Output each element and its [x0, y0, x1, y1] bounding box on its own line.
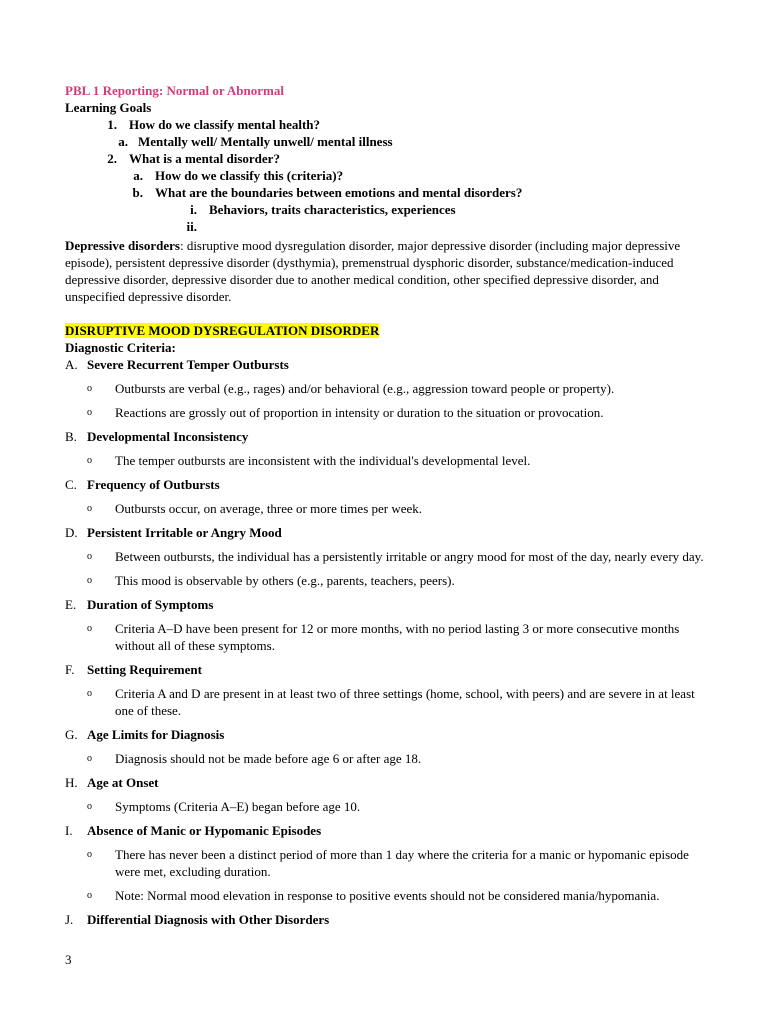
bullet-text: Note: Normal mood elevation in response to positive events should not be considered mania/hypomania.: [115, 888, 660, 903]
criterion-bullet: [65, 750, 710, 767]
goal-marker: i.: [190, 202, 197, 217]
criterion-heading: [65, 356, 710, 373]
bullet-text: Diagnosis should not be made before age 6 or after age 18.: [115, 751, 422, 766]
bullet-circle-icon: o: [87, 890, 92, 901]
goal-marker: a.: [133, 168, 143, 183]
depressive-disorders-text: : disruptive mood dysregulation disorder, major depressive disorder (including major depressive episode), persistent depressive disorder (dysthymia), premenstrual dysphoric disorder, substance/medication-induced depressive disorder, depressive disorder due to another medical condition, other specified depressive disorder, and unspecified depressive disorder.: [65, 238, 681, 304]
criterion-letter: D.: [65, 525, 78, 540]
depressive-disorders-paragraph: [65, 237, 710, 305]
goal-item-1: [65, 116, 710, 133]
criterion-bullet: [65, 620, 710, 654]
bullet-text: There has never been a distinct period of more than 1 day where the criteria for a manic or hypomanic episode were met, excluding duration.: [115, 847, 689, 879]
goal-marker: 2.: [107, 151, 117, 166]
criterion-bullet: [65, 887, 710, 904]
document-body: [65, 82, 710, 928]
criterion-bullet: [65, 846, 710, 880]
criterion-title: Developmental Inconsistency: [87, 429, 249, 444]
criterion-title: Persistent Irritable or Angry Mood: [87, 525, 282, 540]
criterion-title: Age Limits for Diagnosis: [87, 727, 225, 742]
criterion-heading: [65, 596, 710, 613]
bullet-circle-icon: o: [87, 407, 92, 418]
criteria-list: [65, 356, 710, 928]
criterion-bullet: [65, 572, 710, 589]
criterion-title: Severe Recurrent Temper Outbursts: [87, 357, 289, 372]
criterion-letter: C.: [65, 477, 77, 492]
section-heading: [65, 322, 710, 339]
section-heading-text: DISRUPTIVE MOOD DYSREGULATION DISORDER: [65, 323, 380, 338]
learning-goals-label: Learning Goals: [65, 100, 152, 115]
criterion-letter: E.: [65, 597, 77, 612]
criterion-bullet: [65, 404, 710, 421]
criterion-heading: [65, 911, 710, 928]
criterion-letter: F.: [65, 662, 75, 677]
goal-item-1a: [65, 133, 710, 150]
bullet-circle-icon: o: [87, 383, 92, 394]
goal-marker: ii.: [186, 219, 197, 234]
criterion-title: Differential Diagnosis with Other Disorders: [87, 912, 330, 927]
goal-marker: a.: [118, 134, 128, 149]
bullet-text: Criteria A–D have been present for 12 or more months, with no period lasting 3 or more consecutive months without all of these symptoms.: [115, 621, 680, 653]
criterion-letter: H.: [65, 775, 78, 790]
criterion-bullet: [65, 548, 710, 565]
bullet-text: Symptoms (Criteria A–E) began before age 10.: [115, 799, 361, 814]
criterion-heading: [65, 726, 710, 743]
criterion-letter: I.: [65, 823, 73, 838]
bullet-circle-icon: o: [87, 753, 92, 764]
criterion-letter: A.: [65, 357, 78, 372]
criterion-heading: [65, 428, 710, 445]
bullet-circle-icon: o: [87, 455, 92, 466]
criterion-bullet: [65, 500, 710, 517]
bullet-text: The temper outbursts are inconsistent with the individual's developmental level.: [115, 453, 531, 468]
goal-marker: 1.: [107, 117, 117, 132]
goal-item-2b-i: [65, 201, 710, 218]
goal-text: Behaviors, traits characteristics, experiences: [209, 202, 456, 217]
bullet-circle-icon: o: [87, 623, 92, 634]
goal-text: What are the boundaries between emotions and mental disorders?: [155, 185, 523, 200]
criterion-heading: [65, 822, 710, 839]
bullet-circle-icon: o: [87, 801, 92, 812]
bullet-text: Reactions are grossly out of proportion in intensity or duration to the situation or provocation.: [115, 405, 604, 420]
bullet-text: Criteria A and D are present in at least two of three settings (home, school, with peers) and are severe in at least one of these.: [115, 686, 695, 718]
goal-text: What is a mental disorder?: [129, 151, 280, 166]
criterion-title: Setting Requirement: [87, 662, 202, 677]
criterion-title: Frequency of Outbursts: [87, 477, 220, 492]
criterion-heading: [65, 524, 710, 541]
bullet-circle-icon: o: [87, 575, 92, 586]
goal-text: How do we classify this (criteria)?: [155, 168, 344, 183]
criterion-bullet: [65, 798, 710, 815]
criterion-bullet: [65, 685, 710, 719]
criterion-title: Duration of Symptoms: [87, 597, 214, 612]
criterion-bullet: [65, 452, 710, 469]
goal-marker: b.: [132, 185, 143, 200]
criterion-heading: [65, 774, 710, 791]
page-title: PBL 1 Reporting: Normal or Abnormal: [65, 83, 284, 98]
bullet-text: Outbursts are verbal (e.g., rages) and/or behavioral (e.g., aggression toward people or property).: [115, 381, 615, 396]
criterion-heading: [65, 661, 710, 678]
goal-item-2b-ii: [65, 218, 710, 235]
criterion-heading: [65, 476, 710, 493]
bullet-circle-icon: o: [87, 688, 92, 699]
bullet-circle-icon: o: [87, 551, 92, 562]
bullet-circle-icon: o: [87, 849, 92, 860]
criterion-bullet: [65, 380, 710, 397]
bullet-text: Between outbursts, the individual has a persistently irritable or angry mood for most of the day, nearly every day.: [115, 549, 704, 564]
criterion-title: Age at Onset: [87, 775, 159, 790]
bullet-circle-icon: o: [87, 503, 92, 514]
criterion-title: Absence of Manic or Hypomanic Episodes: [87, 823, 322, 838]
goal-text: Mentally well/ Mentally unwell/ mental illness: [138, 134, 393, 149]
diagnostic-criteria-label: Diagnostic Criteria:: [65, 340, 176, 355]
depressive-disorders-label: Depressive disorders: [65, 238, 180, 253]
bullet-text: Outbursts occur, on average, three or more times per week.: [115, 501, 423, 516]
goal-item-2b: [65, 184, 710, 201]
goal-item-2a: [65, 167, 710, 184]
bullet-text: This mood is observable by others (e.g., parents, teachers, peers).: [115, 573, 455, 588]
criterion-letter: B.: [65, 429, 77, 444]
criterion-letter: G.: [65, 727, 78, 742]
page-number: 3: [65, 952, 72, 967]
goal-item-2: [65, 150, 710, 167]
criterion-letter: J.: [65, 912, 74, 927]
goal-text: How do we classify mental health?: [129, 117, 321, 132]
